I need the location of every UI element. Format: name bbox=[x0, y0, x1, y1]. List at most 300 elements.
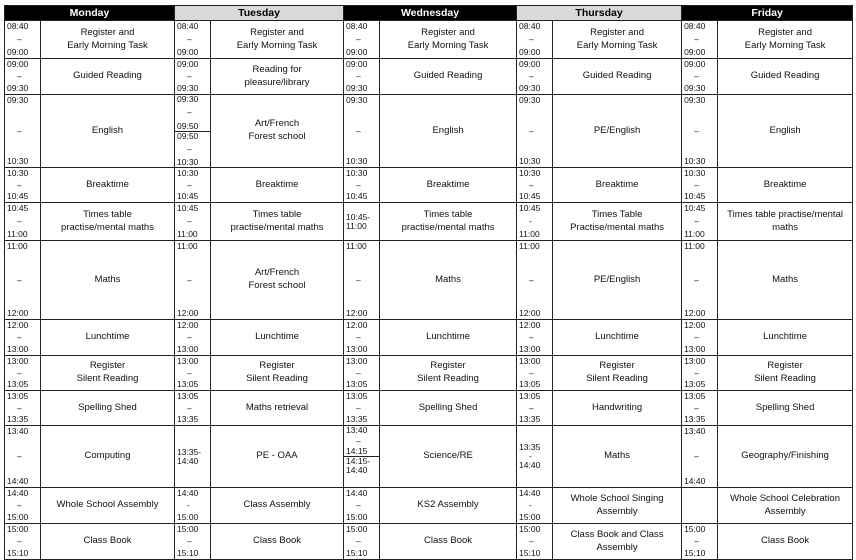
time-cell bbox=[175, 203, 211, 241]
activity-cell bbox=[553, 59, 682, 95]
time-text: 09:00 bbox=[177, 47, 199, 58]
activity-text: Register Silent Reading bbox=[246, 360, 308, 384]
time-text: 11:00 bbox=[177, 241, 198, 251]
time-cell bbox=[682, 426, 718, 488]
time-text: 10:30 bbox=[177, 157, 199, 168]
activity-text: Register and Early Morning Task bbox=[407, 26, 489, 51]
time-text: 08:40 bbox=[177, 21, 199, 31]
time-text: – bbox=[529, 536, 534, 547]
time-text: – bbox=[529, 274, 534, 285]
time-cell bbox=[175, 488, 211, 524]
day-header-tuesday: Tuesday bbox=[175, 6, 344, 21]
time-cell bbox=[344, 21, 380, 59]
time-text: – bbox=[187, 34, 192, 45]
time-range bbox=[682, 95, 717, 167]
time-cell bbox=[5, 391, 41, 426]
activity-text: Guided Reading bbox=[73, 70, 142, 82]
time-text: – bbox=[529, 71, 534, 82]
time-range bbox=[5, 488, 40, 523]
activity-cell bbox=[553, 391, 682, 426]
time-text: – bbox=[17, 536, 22, 547]
time-text: - bbox=[187, 500, 190, 511]
time-text: 13:05 bbox=[684, 391, 706, 401]
time-text: 09:30 bbox=[519, 83, 541, 94]
activity-cell bbox=[380, 59, 517, 95]
time-text: – bbox=[356, 179, 361, 190]
time-text: 10:45 bbox=[7, 203, 29, 213]
time-text: 10:30 bbox=[684, 156, 706, 167]
activity-cell bbox=[380, 426, 517, 488]
time-text: 11:00 bbox=[346, 220, 367, 231]
activity-text: PE/English bbox=[593, 273, 641, 285]
time-text: 14:40 bbox=[7, 488, 29, 498]
time-cell bbox=[344, 426, 380, 488]
activity-cell bbox=[718, 95, 853, 168]
timetable-row bbox=[5, 168, 853, 203]
time-text: - bbox=[529, 451, 532, 462]
time-cell bbox=[344, 356, 380, 391]
timetable-row bbox=[5, 524, 853, 560]
time-cell bbox=[175, 59, 211, 95]
activity-cell bbox=[41, 21, 175, 59]
time-cell bbox=[682, 168, 718, 203]
time-text: 12:00 bbox=[346, 308, 368, 319]
time-text: 15:00 bbox=[519, 524, 541, 534]
time-text: 09:00 bbox=[684, 59, 706, 69]
activity-cell bbox=[380, 488, 517, 524]
time-text: 14:40 bbox=[684, 476, 706, 487]
time-text: – bbox=[694, 34, 699, 45]
timetable bbox=[4, 5, 853, 560]
time-cell bbox=[175, 524, 211, 560]
time-cell bbox=[175, 95, 211, 168]
time-text: – bbox=[17, 71, 22, 82]
time-text: 09:30 bbox=[346, 95, 368, 105]
time-text: 15:00 bbox=[346, 512, 368, 523]
time-text: – bbox=[694, 125, 699, 136]
activity-cell bbox=[553, 488, 682, 524]
time-text: 13:35 bbox=[177, 414, 199, 425]
time-text: 12:00 bbox=[684, 320, 706, 330]
activity-text: Guided Reading bbox=[582, 70, 652, 82]
time-cell bbox=[175, 241, 211, 320]
activity-cell bbox=[718, 21, 853, 59]
time-cell bbox=[5, 488, 41, 524]
time-text: – bbox=[356, 367, 361, 378]
time-text: 10:30 bbox=[346, 168, 368, 178]
time-text: – bbox=[694, 71, 699, 82]
time-cell bbox=[517, 320, 553, 356]
time-cell bbox=[344, 524, 380, 560]
time-range bbox=[682, 488, 717, 523]
timetable-row bbox=[5, 391, 853, 426]
time-text: – bbox=[187, 216, 192, 227]
activity-cell bbox=[553, 524, 682, 560]
activity-cell bbox=[718, 168, 853, 203]
time-text: – bbox=[17, 500, 22, 511]
time-text: - bbox=[529, 500, 532, 511]
time-text: 10:45 bbox=[684, 203, 706, 213]
time-cell bbox=[344, 95, 380, 168]
time-cell bbox=[344, 168, 380, 203]
time-range bbox=[5, 21, 40, 58]
time-text: 09:00 bbox=[346, 47, 368, 58]
time-text: 13:40 bbox=[346, 425, 368, 435]
time-text: – bbox=[694, 216, 699, 227]
time-text: – bbox=[187, 143, 192, 154]
time-cell bbox=[517, 203, 553, 241]
activity-cell bbox=[380, 524, 517, 560]
activity-cell bbox=[553, 168, 682, 203]
time-text: 09:30 bbox=[519, 95, 541, 105]
time-cell bbox=[344, 59, 380, 95]
activity-cell bbox=[211, 203, 344, 241]
time-text: 09:00 bbox=[684, 47, 706, 58]
time-text: 10:30 bbox=[7, 156, 29, 167]
time-text: 14:15- bbox=[346, 456, 371, 466]
time-range bbox=[175, 391, 210, 425]
time-range bbox=[175, 356, 210, 390]
time-text: 08:40 bbox=[684, 21, 706, 31]
time-text: 12:00 bbox=[519, 308, 541, 319]
activity-cell bbox=[380, 320, 517, 356]
activity-cell bbox=[211, 391, 344, 426]
time-cell bbox=[517, 241, 553, 320]
time-cell bbox=[682, 356, 718, 391]
time-text: 15:00 bbox=[7, 524, 29, 534]
activity-text: KS2 Assembly bbox=[417, 499, 479, 511]
time-text: 13:00 bbox=[519, 356, 541, 366]
time-text: – bbox=[356, 34, 361, 45]
time-text: 13:00 bbox=[519, 344, 541, 355]
time-text: 13:05 bbox=[519, 391, 541, 401]
time-text: 09:00 bbox=[7, 59, 29, 69]
activity-text: Whole School Assembly bbox=[56, 499, 159, 511]
time-range bbox=[5, 356, 40, 390]
time-text: 08:40 bbox=[346, 21, 368, 31]
time-text: – bbox=[694, 332, 699, 343]
activity-cell bbox=[553, 241, 682, 320]
activity-text: Class Book and Class Assembly bbox=[570, 528, 664, 553]
activity-text: PE - OAA bbox=[256, 450, 298, 462]
time-range bbox=[682, 320, 717, 355]
activity-cell bbox=[41, 320, 175, 356]
activity-cell bbox=[553, 426, 682, 488]
time-range bbox=[175, 524, 210, 559]
time-text: – bbox=[694, 274, 699, 285]
time-range bbox=[682, 524, 717, 559]
time-text: 09:00 bbox=[177, 59, 199, 69]
time-text: 13:05 bbox=[7, 391, 29, 401]
time-text: – bbox=[187, 367, 192, 378]
time-range bbox=[517, 356, 552, 390]
time-cell bbox=[517, 168, 553, 203]
time-range bbox=[175, 426, 210, 487]
time-text: 14:40 bbox=[346, 488, 368, 498]
activity-cell bbox=[380, 241, 517, 320]
time-text: – bbox=[187, 274, 192, 285]
time-text: – bbox=[529, 125, 534, 136]
activity-text: Breaktime bbox=[763, 178, 807, 190]
time-cell bbox=[344, 203, 380, 241]
activity-text: Whole School Singing Assembly bbox=[570, 492, 664, 517]
activity-text: Computing bbox=[84, 450, 131, 462]
time-text: 14:40 bbox=[519, 488, 541, 498]
activity-text: Art/French Forest school bbox=[248, 267, 306, 291]
time-text: 08:40 bbox=[7, 21, 29, 31]
time-range bbox=[517, 391, 552, 425]
activity-cell bbox=[41, 524, 175, 560]
day-header-thursday: Thursday bbox=[517, 6, 682, 21]
time-text: – bbox=[356, 500, 361, 511]
time-range bbox=[175, 168, 210, 202]
time-text: – bbox=[187, 179, 192, 190]
time-text: 09:30 bbox=[7, 83, 29, 94]
time-range bbox=[5, 524, 40, 559]
time-range bbox=[682, 203, 717, 240]
time-cell bbox=[5, 524, 41, 560]
timetable-row bbox=[5, 426, 853, 488]
activity-text: Breaktime bbox=[255, 178, 299, 190]
time-text: 13:00 bbox=[684, 356, 706, 366]
time-cell bbox=[344, 391, 380, 426]
activity-text: Science/RE bbox=[423, 450, 473, 462]
time-text: – bbox=[17, 332, 22, 343]
time-text: 13:00 bbox=[177, 356, 199, 366]
time-text: 11:00 bbox=[7, 241, 28, 251]
time-range bbox=[175, 241, 210, 319]
activity-text: Lunchtime bbox=[595, 331, 639, 343]
time-range bbox=[682, 59, 717, 94]
activity-text: Guided Reading bbox=[750, 70, 820, 82]
activity-text: Geography/Finishing bbox=[741, 450, 829, 462]
time-text: – bbox=[694, 402, 699, 413]
time-text: 13:05 bbox=[7, 379, 29, 390]
time-text: 12:00 bbox=[684, 308, 706, 319]
time-text: 09:50 bbox=[177, 120, 199, 131]
time-text: – bbox=[356, 435, 361, 446]
time-text: 15:00 bbox=[177, 512, 199, 523]
time-cell bbox=[5, 21, 41, 59]
activity-cell bbox=[41, 203, 175, 241]
activity-cell bbox=[211, 488, 344, 524]
time-text: 15:10 bbox=[7, 548, 29, 559]
time-text: 13:05 bbox=[346, 379, 368, 390]
activity-text: Breaktime bbox=[595, 178, 639, 190]
time-range bbox=[517, 241, 552, 319]
time-text: 11:00 bbox=[684, 241, 705, 251]
activity-text: Maths bbox=[772, 273, 798, 285]
header-row bbox=[5, 6, 853, 21]
activity-cell bbox=[211, 168, 344, 203]
time-text: – bbox=[17, 451, 22, 462]
time-cell bbox=[5, 95, 41, 168]
time-text: 09:30 bbox=[684, 95, 706, 105]
time-text: 13:35 bbox=[7, 414, 29, 425]
time-text: 15:10 bbox=[684, 548, 706, 559]
activity-text: Maths bbox=[604, 450, 630, 462]
time-text: 10:30 bbox=[519, 168, 541, 178]
time-text: 09:00 bbox=[519, 59, 541, 69]
time-range bbox=[517, 21, 552, 58]
activity-text: Class Book bbox=[83, 535, 132, 547]
activity-text: Register Silent Reading bbox=[76, 360, 139, 384]
time-cell bbox=[344, 241, 380, 320]
activity-cell bbox=[41, 95, 175, 168]
time-text: – bbox=[187, 107, 192, 118]
activity-cell bbox=[211, 241, 344, 320]
time-range bbox=[682, 168, 717, 202]
time-text: – bbox=[17, 274, 22, 285]
time-text: – bbox=[17, 34, 22, 45]
activity-text: Class Book bbox=[424, 535, 473, 547]
time-subrange bbox=[175, 95, 210, 132]
activity-cell bbox=[380, 95, 517, 168]
activity-cell bbox=[718, 488, 853, 524]
activity-text: Spelling Shed bbox=[78, 401, 137, 413]
time-range bbox=[5, 320, 40, 355]
activity-cell bbox=[41, 59, 175, 95]
time-text: 10:45 bbox=[7, 191, 29, 202]
time-range bbox=[344, 320, 379, 355]
time-text: 14:15 bbox=[346, 446, 368, 457]
time-cell bbox=[175, 391, 211, 426]
time-text: 10:30 bbox=[346, 156, 368, 167]
time-cell bbox=[5, 320, 41, 356]
time-text: 10:30 bbox=[684, 168, 706, 178]
timetable-row bbox=[5, 320, 853, 356]
time-text: 09:30 bbox=[346, 83, 368, 94]
time-cell bbox=[175, 168, 211, 203]
activity-text: Register Silent Reading bbox=[586, 360, 648, 384]
activity-cell bbox=[41, 356, 175, 391]
activity-text: Class Book bbox=[252, 535, 302, 547]
time-text: 09:50 bbox=[177, 130, 199, 141]
activity-cell bbox=[553, 320, 682, 356]
time-range bbox=[682, 21, 717, 58]
time-subrange bbox=[344, 457, 379, 487]
time-range bbox=[344, 524, 379, 559]
time-text: – bbox=[694, 179, 699, 190]
time-range bbox=[517, 203, 552, 240]
time-text: 13:00 bbox=[177, 344, 199, 355]
time-text: 13:40 bbox=[684, 426, 706, 436]
time-text: 15:00 bbox=[519, 512, 541, 523]
activity-text: Times table practise/mental maths bbox=[727, 208, 843, 233]
activity-text: Guided Reading bbox=[413, 70, 483, 82]
activity-cell bbox=[718, 391, 853, 426]
time-cell bbox=[682, 320, 718, 356]
time-text: 09:00 bbox=[519, 47, 541, 58]
day-header-friday: Friday bbox=[682, 6, 853, 21]
time-text: 09:30 bbox=[684, 83, 706, 94]
activity-text: PE/English bbox=[593, 124, 641, 136]
time-cell bbox=[517, 21, 553, 59]
activity-cell bbox=[553, 95, 682, 168]
time-text: – bbox=[356, 125, 361, 136]
time-range bbox=[5, 203, 40, 240]
time-text: – bbox=[529, 34, 534, 45]
activity-text: English bbox=[91, 124, 124, 136]
time-text: 13:00 bbox=[7, 344, 29, 355]
time-text: 12:00 bbox=[7, 320, 29, 330]
activity-cell bbox=[718, 241, 853, 320]
activity-text: Register Silent Reading bbox=[754, 360, 816, 384]
time-cell bbox=[517, 488, 553, 524]
activity-cell bbox=[718, 320, 853, 356]
time-text: 14:40 bbox=[519, 459, 541, 470]
time-text: 08:40 bbox=[519, 21, 541, 31]
activity-cell bbox=[553, 356, 682, 391]
activity-text: Reading for pleasure/library bbox=[244, 63, 310, 88]
time-range bbox=[175, 203, 210, 240]
time-cell bbox=[5, 168, 41, 203]
time-text: 10:45 bbox=[177, 191, 199, 202]
time-text: – bbox=[187, 536, 192, 547]
activity-cell bbox=[211, 21, 344, 59]
activity-text: Handwriting bbox=[591, 401, 643, 413]
activity-text: English bbox=[769, 124, 801, 136]
time-cell bbox=[517, 59, 553, 95]
time-text: – bbox=[356, 536, 361, 547]
time-range bbox=[175, 21, 210, 58]
activity-text: Lunchtime bbox=[85, 331, 130, 343]
time-cell bbox=[175, 320, 211, 356]
activity-cell bbox=[380, 391, 517, 426]
time-text: 10:45 bbox=[346, 191, 368, 202]
activity-cell bbox=[380, 21, 517, 59]
timetable-row bbox=[5, 356, 853, 391]
activity-cell bbox=[718, 356, 853, 391]
time-text: 09:00 bbox=[7, 47, 29, 58]
time-text: – bbox=[17, 216, 22, 227]
time-text: – bbox=[17, 367, 22, 378]
time-text: 11:00 bbox=[7, 229, 28, 240]
time-range bbox=[344, 203, 379, 240]
activity-cell bbox=[553, 21, 682, 59]
timetable-row bbox=[5, 203, 853, 241]
time-text: 13:00 bbox=[7, 356, 29, 366]
activity-text: Register and Early Morning Task bbox=[744, 26, 826, 51]
time-text: – bbox=[529, 402, 534, 413]
time-text: 13:35- bbox=[177, 446, 202, 457]
time-text: 15:00 bbox=[346, 524, 368, 534]
time-text: 13:05 bbox=[519, 379, 541, 390]
time-range bbox=[682, 241, 717, 319]
time-cell bbox=[5, 356, 41, 391]
time-text: 10:45 bbox=[519, 191, 541, 202]
time-text: 15:00 bbox=[177, 524, 199, 534]
time-text: 11:00 bbox=[684, 229, 705, 240]
time-text: – bbox=[187, 71, 192, 82]
time-text: 13:00 bbox=[346, 356, 368, 366]
time-text: – bbox=[187, 402, 192, 413]
time-text: 13:40 bbox=[7, 426, 29, 436]
time-subrange bbox=[175, 132, 210, 168]
activity-text: Times table practise/mental maths bbox=[401, 208, 495, 233]
activity-cell bbox=[41, 168, 175, 203]
timetable-row bbox=[5, 21, 853, 59]
time-range bbox=[5, 241, 40, 319]
time-cell bbox=[517, 391, 553, 426]
time-text: – bbox=[356, 332, 361, 343]
time-text: 14:40 bbox=[177, 455, 199, 466]
time-text: 13:35 bbox=[346, 414, 368, 425]
time-text: 13:05 bbox=[684, 379, 706, 390]
time-text: – bbox=[529, 367, 534, 378]
time-text: 09:30 bbox=[7, 95, 29, 105]
time-subrange bbox=[344, 426, 379, 457]
